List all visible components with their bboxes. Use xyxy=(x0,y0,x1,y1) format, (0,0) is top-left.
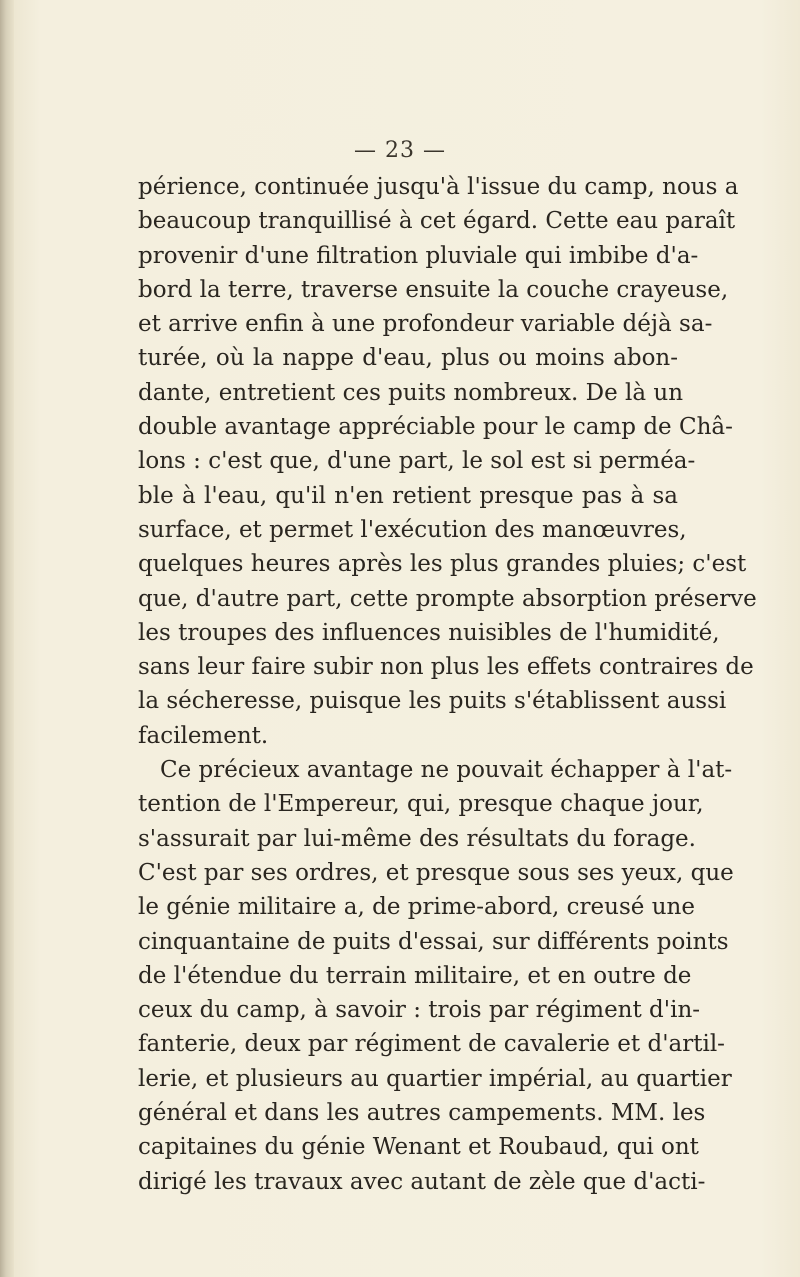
text-line: dirigé les travaux avec autant de zèle que d'acti- xyxy=(138,1168,706,1195)
text-line: lons : c'est que, d'une part, le sol est si perméa- xyxy=(138,448,696,475)
text-line: cinquantaine de puits d'essai, sur différents points xyxy=(138,928,729,955)
text-line: sans leur faire subir non plus les effets contraires de xyxy=(138,654,754,681)
text-line: tention de l'Empereur, qui, presque chaque jour, xyxy=(138,791,704,818)
text-line: dante, entretient ces puits nombreux. De là un xyxy=(138,379,684,406)
text-line: s'assurait par lui-même des résultats du forage. xyxy=(138,825,696,852)
paragraph-start-line: Ce précieux avantage ne pouvait échapper à l'at- xyxy=(160,757,733,784)
text-line: quelques heures après les plus grandes pluies; c'est xyxy=(138,551,747,578)
text-line: le génie militaire a, de prime-abord, creusé une xyxy=(138,894,695,921)
text-line: beaucoup tranquillisé à cet égard. Cette eau paraît xyxy=(138,208,736,235)
text-line: les troupes des influences nuisibles de l'humidité, xyxy=(138,619,720,646)
text-line: turée, où la nappe d'eau, plus ou moins abon- xyxy=(138,345,678,372)
text-line: bord la terre, traverse ensuite la couche crayeuse, xyxy=(138,276,729,303)
text-line: et arrive enfin à une profondeur variable déjà sa- xyxy=(138,311,713,338)
text-line: capitaines du génie Wenant et Roubaud, qui ont xyxy=(138,1134,699,1161)
text-line: ceux du camp, à savoir : trois par régiment d'in- xyxy=(138,997,701,1024)
page-number: — 23 — xyxy=(354,138,446,163)
text-line: ble à l'eau, qu'il n'en retient presque pas à sa xyxy=(138,482,678,509)
text-line: périence, continuée jusqu'à l'issue du camp, nous a xyxy=(138,174,739,200)
text-line: surface, et permet l'exécution des manœuvres, xyxy=(138,516,687,543)
text-line: général et dans les autres campements. MM. les xyxy=(138,1100,706,1127)
text-line: fanterie, deux par régiment de cavalerie et d'artil- xyxy=(138,1031,725,1058)
text-line: C'est par ses ordres, et presque sous ses yeux, que xyxy=(138,859,734,886)
text-line: lerie, et plusieurs au quartier impérial, au quartier xyxy=(138,1065,732,1092)
text-line: double avantage appréciable pour le camp de Châ- xyxy=(138,414,733,441)
body-text xyxy=(138,170,757,1199)
text-line: que, d'autre part, cette prompte absorption préserve xyxy=(138,585,757,612)
text-line: de l'étendue du terrain militaire, et en outre de xyxy=(138,962,692,989)
paragraph-end-line: facilement. xyxy=(138,722,269,749)
text-line: la sécheresse, puisque les puits s'établissent aussi xyxy=(138,688,727,715)
page-gutter xyxy=(0,0,14,1277)
text-line: provenir d'une filtration pluviale qui imbibe d'a- xyxy=(138,242,699,269)
